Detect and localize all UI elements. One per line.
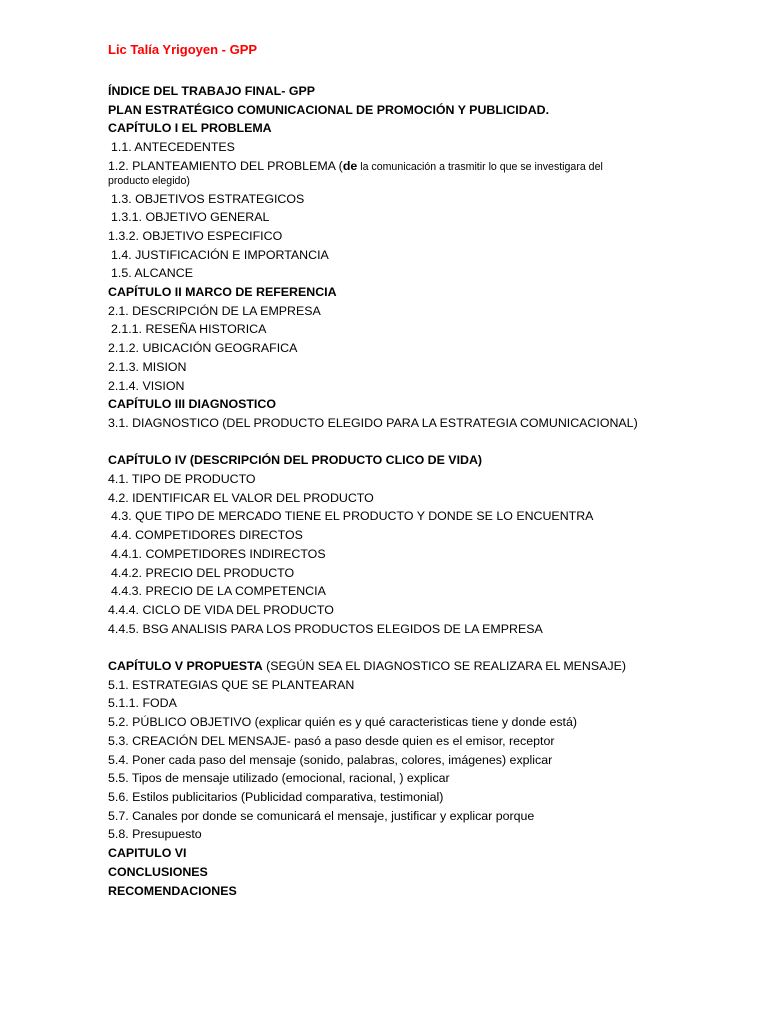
entry-text: PLAN ESTRATÉGICO COMUNICACIONAL DE PROMOCIÓN Y PUBLICIDAD. <box>108 102 550 117</box>
entry-text: 5.4. Poner cada paso del mensaje (sonido, palabras, colores, imágenes) explicar <box>108 752 553 767</box>
index-entry <box>108 377 748 396</box>
index-entry <box>108 227 748 246</box>
index-entry <box>108 246 748 265</box>
entry-text: 4.4.3. PRECIO DE LA COMPETENCIA <box>111 584 326 599</box>
entry-text: 1.3.1. OBJETIVO GENERAL <box>111 210 270 225</box>
index-entry <box>108 414 748 433</box>
entry-suffix: la comunicación a trasmitir lo que se investigara del <box>357 160 603 173</box>
index-entry <box>108 620 748 639</box>
chapter-heading <box>108 119 748 138</box>
entry-text: 5.6. Estilos publicitarios (Publicidad comparativa, testimonial) <box>108 789 444 804</box>
entry-text: 4.4.4. CICLO DE VIDA DEL PRODUCTO <box>108 602 334 617</box>
blank-line <box>108 638 748 657</box>
entry-suffix-bold: de <box>342 158 358 173</box>
entry-text: 2.1.4. VISION <box>108 378 185 393</box>
entry-text: 1.3.2. OBJETIVO ESPECIFICO <box>108 228 283 243</box>
entry-text: CAPITULO VI <box>108 846 187 861</box>
entry-text: 5.1. ESTRATEGIAS QUE SE PLANTEARAN <box>108 677 355 692</box>
index-entry <box>108 564 748 583</box>
entry-text: 2.1.2. UBICACIÓN GEOGRAFICA <box>108 341 298 356</box>
index-entry <box>108 507 748 526</box>
entry-text: CAPÍTULO I EL PROBLEMA <box>108 121 272 136</box>
index-entry <box>108 470 748 489</box>
entry-text: 5.2. PÚBLICO OBJETIVO (explicar quién es y qué caracteristicas tiene y donde está) <box>108 715 577 730</box>
entry-text: ÍNDICE DEL TRABAJO FINAL- GPP <box>108 84 315 98</box>
entry-text: CAPÍTULO IV (DESCRIPCIÓN DEL PRODUCTO CLICO DE VIDA) <box>108 453 483 468</box>
index-entry <box>108 190 748 209</box>
entry-text: 4.4.1. COMPETIDORES INDIRECTOS <box>111 546 326 561</box>
blank-line <box>108 433 748 452</box>
index-entry <box>108 751 748 770</box>
chapter-heading <box>108 395 748 414</box>
chapter-heading <box>108 82 748 101</box>
entry-text: CAPÍTULO III DIAGNOSTICO <box>108 397 276 412</box>
chapter-heading <box>108 451 748 470</box>
entry-text: 5.7. Canales por donde se comunicará el mensaje, justificar y explicar porque <box>108 808 535 823</box>
index-entry <box>108 601 748 620</box>
entry-text: 1.4. JUSTIFICACIÓN E IMPORTANCIA <box>111 247 329 262</box>
index-entry <box>108 582 748 601</box>
entry-text: 5.8. Presupuesto <box>108 827 202 842</box>
entry-suffix: (SEGÚN SEA EL DIAGNOSTICO SE REALIZARA EL MENSAJE) <box>262 659 626 674</box>
index-entry <box>108 713 748 732</box>
entry-text: 4.4. COMPETIDORES DIRECTOS <box>111 528 303 543</box>
chapter-heading <box>108 863 748 882</box>
entry-text: 4.4.5. BSG ANALISIS PARA LOS PRODUCTOS ELEGIDOS DE LA EMPRESA <box>108 621 543 636</box>
index-entry <box>108 545 748 564</box>
index-entry <box>108 825 748 844</box>
entry-text: 1.2. PLANTEAMIENTO DEL PROBLEMA ( <box>108 158 343 173</box>
index-entry <box>108 732 748 751</box>
index-entry <box>108 264 748 283</box>
entry-text: CAPÍTULO II MARCO DE REFERENCIA <box>108 285 337 300</box>
entry-text: 1.5. ALCANCE <box>111 266 193 281</box>
entry-text: 2.1. DESCRIPCIÓN DE LA EMPRESA <box>108 303 321 318</box>
entry-text: 5.1.1. FODA <box>108 696 177 711</box>
entry-text: 2.1.1. RESEÑA HISTORICA <box>111 322 267 337</box>
entry-text: 3.1. DIAGNOSTICO (DEL PRODUCTO ELEGIDO PARA LA ESTRATEGIA COMUNICACIONAL) <box>108 415 638 430</box>
index-entry <box>108 807 748 826</box>
entry-text: 4.4.2. PRECIO DEL PRODUCTO <box>111 565 295 580</box>
entry-text: CONCLUSIONES <box>108 864 208 879</box>
index-entry <box>108 320 748 339</box>
chapter-heading <box>108 844 748 863</box>
chapter-heading <box>108 283 748 302</box>
index-entry <box>108 489 748 508</box>
entry-text: 1.3. OBJETIVOS ESTRATEGICOS <box>111 191 305 206</box>
index-entry <box>108 339 748 358</box>
entry-text: CAPÍTULO V PROPUESTA <box>108 659 263 674</box>
chapter-heading <box>108 882 748 901</box>
entry-text: 4.3. QUE TIPO DE MERCADO TIENE EL PRODUCTO Y DONDE SE LO ENCUENTRA <box>111 509 594 524</box>
author-header: Lic Talía Yrigoyen - GPP <box>108 42 258 57</box>
index-content <box>108 82 748 900</box>
index-entry <box>108 358 748 377</box>
index-entry <box>108 208 748 227</box>
entry-text: 1.1. ANTECEDENTES <box>111 140 235 155</box>
index-entry <box>108 769 748 788</box>
entry-text: 4.1. TIPO DE PRODUCTO <box>108 472 256 487</box>
entry-text: RECOMENDACIONES <box>108 883 237 898</box>
entry-wrap: producto elegido) <box>108 174 190 187</box>
index-entry <box>108 788 748 807</box>
entry-text: 5.5. Tipos de mensaje utilizado (emocional, racional, ) explicar <box>108 771 450 786</box>
index-entry <box>108 526 748 545</box>
entry-text: 5.3. CREACIÓN DEL MENSAJE- pasó a paso desde quien es el emisor, receptor <box>108 733 555 748</box>
entry-text: 4.2. IDENTIFICAR EL VALOR DEL PRODUCTO <box>108 490 374 505</box>
index-entry <box>108 676 748 695</box>
index-entry <box>108 138 748 157</box>
index-entry <box>108 302 748 321</box>
entry-text: 2.1.3. MISION <box>108 359 187 374</box>
chapter-heading <box>108 101 748 120</box>
index-entry <box>108 694 748 713</box>
chapter-heading <box>108 657 748 676</box>
